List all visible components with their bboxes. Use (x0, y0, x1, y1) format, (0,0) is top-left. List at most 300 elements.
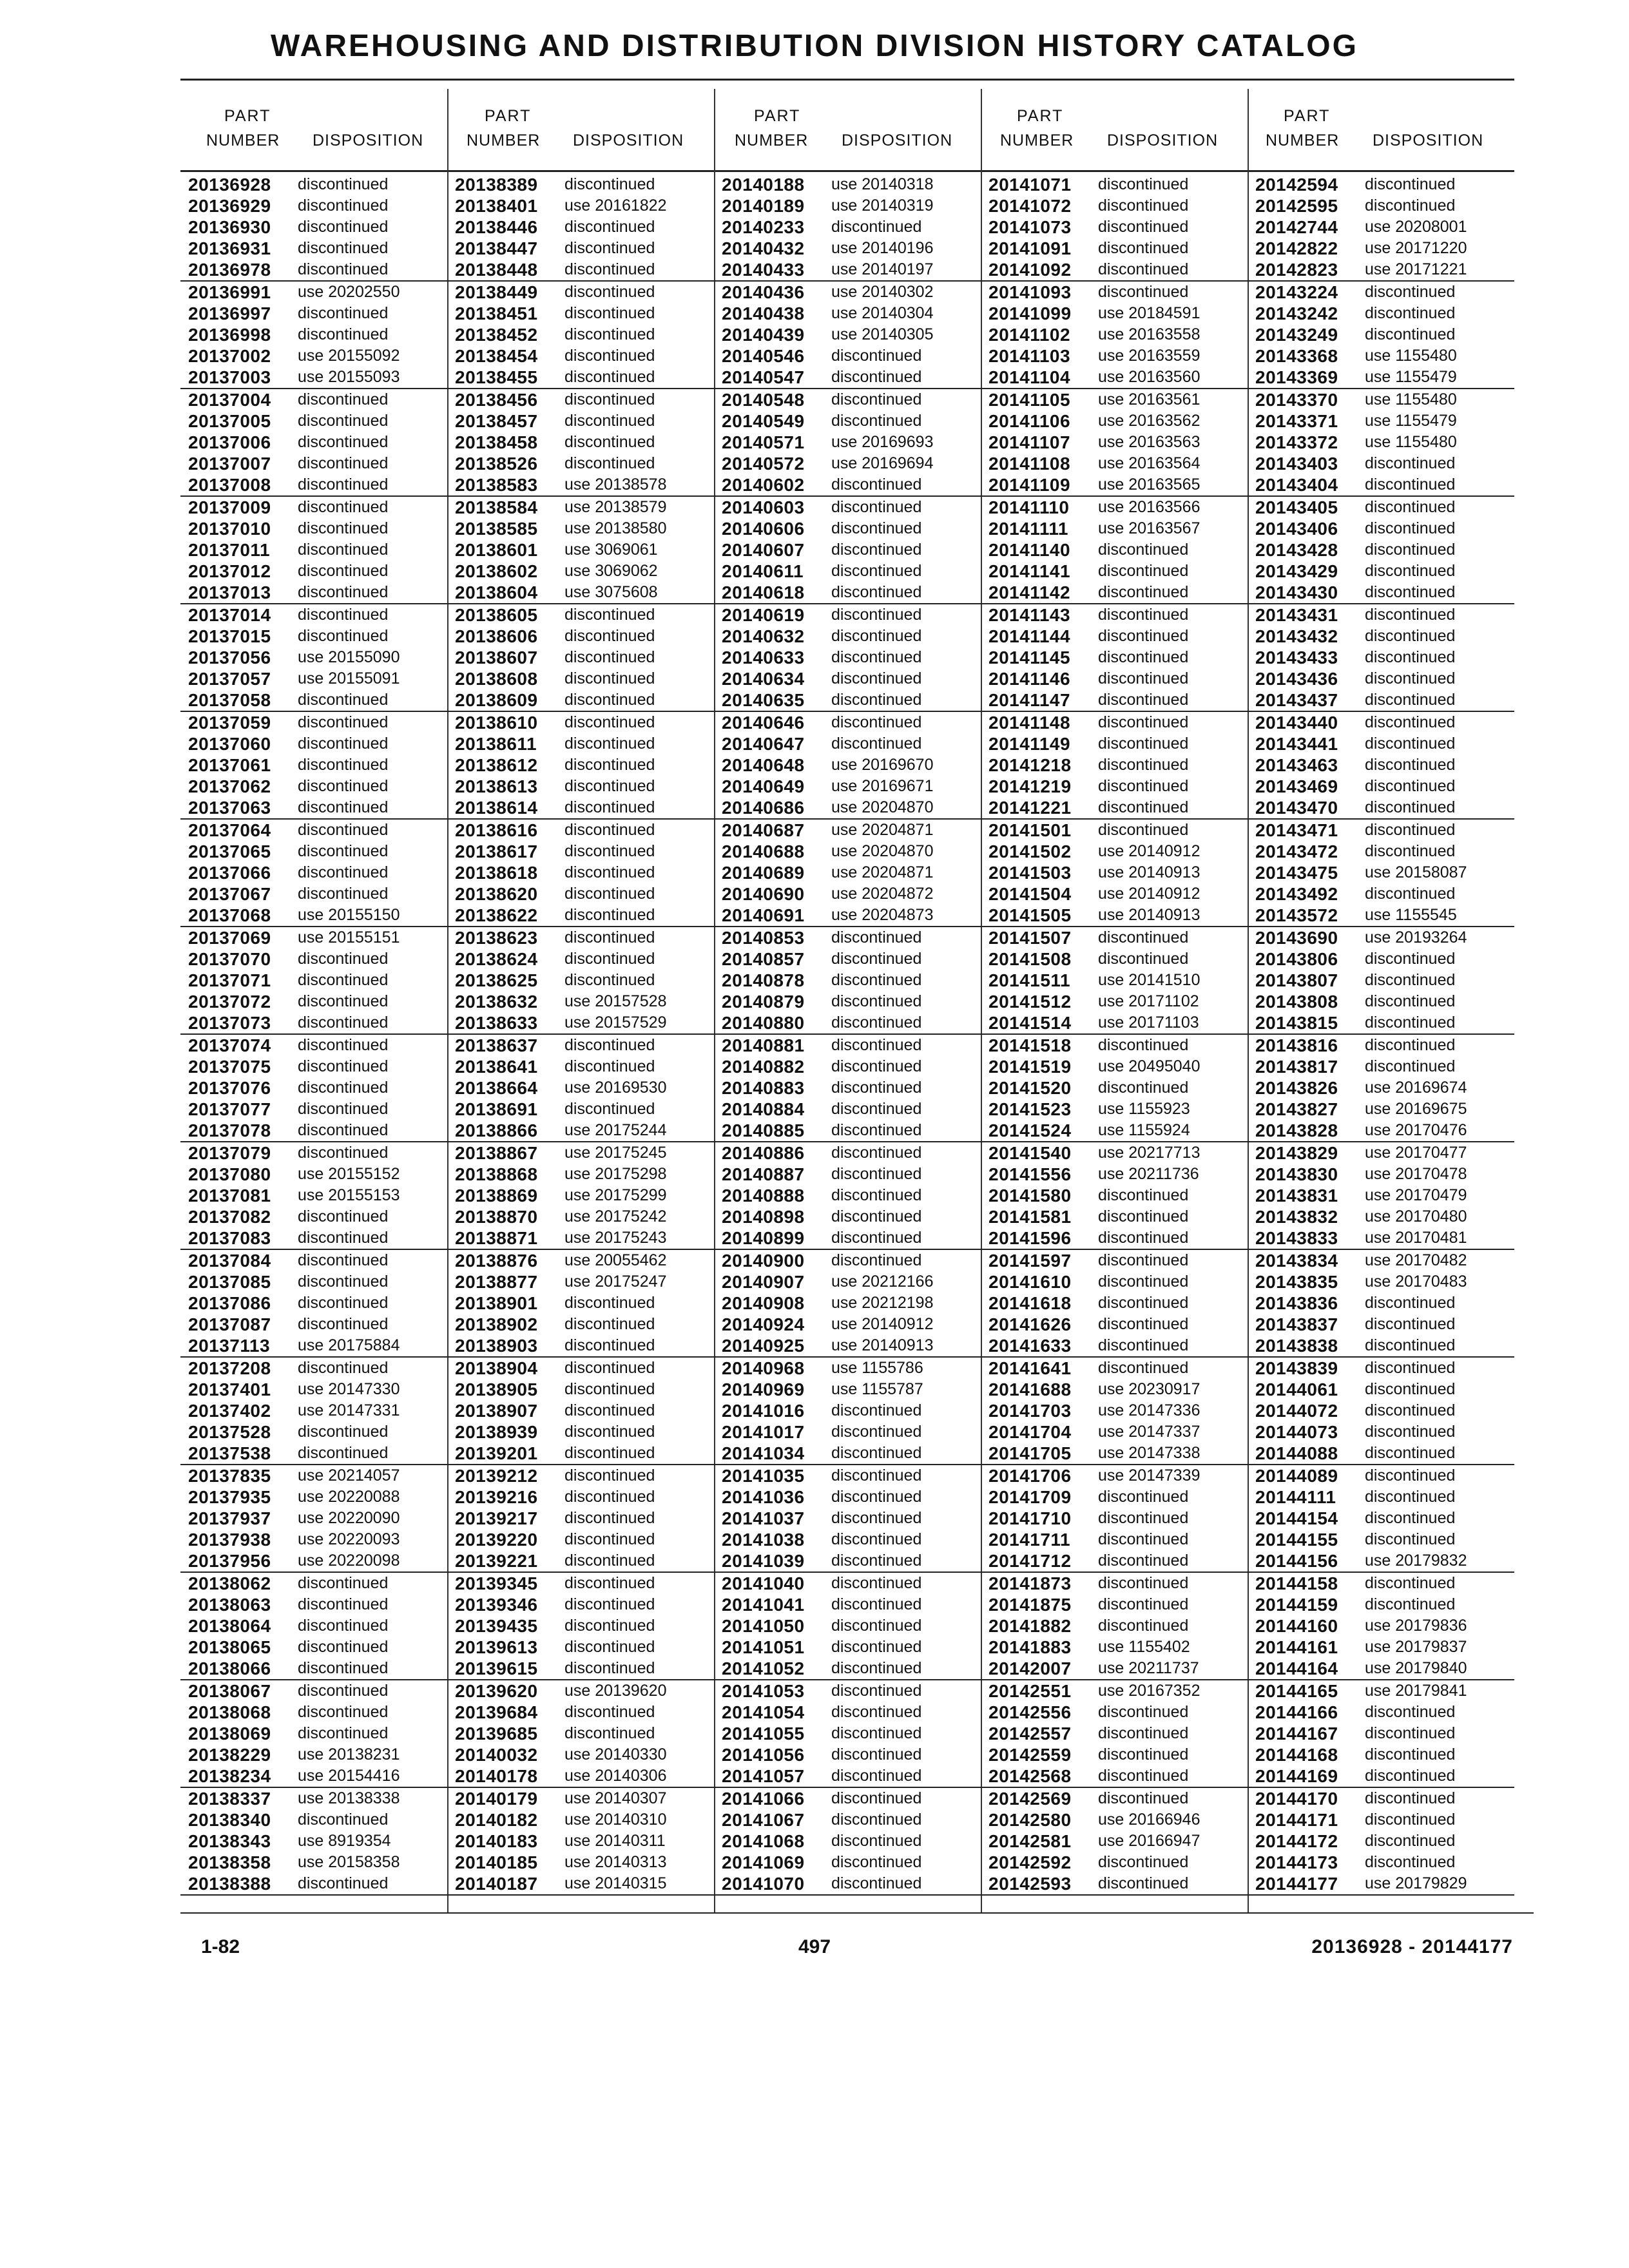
disposition: discontinued (298, 412, 389, 430)
part-number: 20140887 (722, 1164, 805, 1184)
disposition: discontinued (564, 412, 655, 430)
part-number: 20141035 (722, 1466, 805, 1486)
part-number: 20142551 (988, 1681, 1072, 1701)
disposition: discontinued (1098, 756, 1189, 774)
disposition: use 20140913 (1098, 906, 1200, 924)
disposition: discontinued (831, 606, 922, 624)
table-row (447, 647, 714, 668)
table-row (447, 1206, 714, 1227)
header-disposition: DISPOSITION (1373, 131, 1484, 149)
disposition: discontinued (831, 1659, 922, 1677)
disposition: discontinued (298, 1144, 389, 1162)
disposition: use 1155924 (1098, 1121, 1190, 1139)
table-row (714, 1120, 981, 1141)
header-part: PART (754, 107, 801, 125)
disposition: use 1155923 (1098, 1100, 1190, 1118)
table-row (180, 1831, 447, 1852)
part-number: 20141875 (988, 1595, 1072, 1615)
part-number: 20144154 (1255, 1508, 1338, 1528)
disposition: use 20170482 (1365, 1251, 1467, 1269)
disposition: use 20140313 (564, 1853, 667, 1871)
part-number: 20144166 (1255, 1702, 1338, 1722)
disposition: discontinued (1365, 1595, 1456, 1613)
table-row (714, 1358, 981, 1379)
table-row (447, 1615, 714, 1637)
disposition: discontinued (564, 1294, 655, 1312)
part-number: 20141071 (988, 175, 1072, 195)
table-row (981, 216, 1248, 238)
table-row (1248, 1185, 1514, 1206)
part-number: 20141037 (722, 1508, 805, 1528)
table-row (180, 367, 447, 388)
column-headers (180, 89, 1514, 171)
disposition: discontinued (1098, 1617, 1189, 1635)
table-row (1248, 647, 1514, 668)
table-row (1248, 1702, 1514, 1723)
table-row (447, 1400, 714, 1421)
header-number: NUMBER (467, 131, 541, 149)
disposition: discontinued (564, 325, 655, 343)
table-row (714, 1486, 981, 1508)
disposition: use 20147338 (1098, 1444, 1200, 1462)
table-row (180, 1744, 447, 1765)
row-group (714, 497, 981, 604)
disposition: use 20140330 (564, 1745, 667, 1763)
disposition: use 20220098 (298, 1552, 400, 1570)
disposition: discontinued (1365, 1036, 1456, 1054)
disposition: discontinued (831, 669, 922, 687)
header-number: NUMBER (206, 131, 280, 149)
table-row (981, 410, 1248, 432)
table-row (180, 518, 447, 539)
part-number: 20143475 (1255, 863, 1338, 883)
disposition: discontinued (831, 1595, 922, 1613)
table-row (714, 733, 981, 754)
part-number: 20138612 (455, 755, 538, 775)
table-row (1248, 1852, 1514, 1873)
part-number: 20137003 (188, 367, 271, 387)
part-number: 20141055 (722, 1724, 805, 1744)
row-group (981, 820, 1248, 927)
table-row (447, 1314, 714, 1335)
disposition: discontinued (298, 735, 389, 753)
table-row (447, 1637, 714, 1658)
part-number: 20138614 (455, 798, 538, 818)
table-row (180, 389, 447, 410)
disposition: discontinued (1365, 1574, 1456, 1592)
part-number: 20144165 (1255, 1681, 1338, 1701)
disposition: discontinued (831, 519, 922, 537)
part-number: 20138457 (455, 411, 538, 431)
disposition: discontinued (1098, 583, 1189, 601)
table-row (180, 1702, 447, 1723)
part-number: 20138904 (455, 1358, 538, 1378)
part-number: 20140908 (722, 1293, 805, 1313)
row-group (1248, 174, 1514, 282)
table-row (981, 1358, 1248, 1379)
disposition: discontinued (1365, 1359, 1456, 1377)
table-row (714, 582, 981, 603)
row-group (447, 820, 714, 927)
row-group (714, 389, 981, 497)
disposition: discontinued (298, 519, 389, 537)
part-number: 20137005 (188, 411, 271, 431)
part-number: 20137068 (188, 905, 271, 925)
part-number: 20140547 (722, 367, 805, 387)
part-number: 20143831 (1255, 1186, 1338, 1206)
table-row (981, 1573, 1248, 1594)
row-group (1248, 497, 1514, 604)
disposition: discontinued (1365, 627, 1456, 645)
table-row (714, 862, 981, 883)
table-row (714, 1035, 981, 1056)
disposition: discontinued (564, 1315, 655, 1333)
disposition: discontinued (1365, 519, 1456, 537)
disposition: discontinued (298, 1724, 389, 1742)
disposition: discontinued (564, 1574, 655, 1592)
disposition: discontinued (831, 1789, 922, 1807)
table-row (981, 1056, 1248, 1077)
part-number: 20143690 (1255, 928, 1338, 948)
part-number: 20141053 (722, 1681, 805, 1701)
disposition: discontinued (831, 1423, 922, 1441)
part-number: 20142581 (988, 1831, 1072, 1851)
table-row (714, 1723, 981, 1744)
disposition: discontinued (298, 885, 389, 903)
table-row (1248, 712, 1514, 733)
table-row (180, 1873, 447, 1894)
row-group (1248, 1788, 1514, 1896)
table-row (180, 1680, 447, 1702)
table-row (1248, 1465, 1514, 1486)
part-number: 20143437 (1255, 690, 1338, 710)
table-row (447, 776, 714, 797)
disposition: use 20208001 (1365, 218, 1467, 236)
disposition: use 20214057 (298, 1466, 400, 1485)
part-number: 20143371 (1255, 411, 1338, 431)
part-number: 20141641 (988, 1358, 1072, 1378)
part-number: 20143807 (1255, 970, 1338, 990)
part-number: 20143837 (1255, 1314, 1338, 1334)
row-group (180, 1358, 447, 1465)
table-row (1248, 1335, 1514, 1356)
disposition: discontinued (564, 885, 655, 903)
part-number: 20141041 (722, 1595, 805, 1615)
disposition: discontinued (1365, 1466, 1456, 1485)
table-row (1248, 1314, 1514, 1335)
table-row (180, 647, 447, 668)
table-row (1248, 410, 1514, 432)
part-number: 20141105 (988, 390, 1071, 410)
disposition: discontinued (831, 1100, 922, 1118)
disposition: use 20158358 (298, 1853, 400, 1871)
table-row (981, 1142, 1248, 1164)
table-row (714, 1250, 981, 1271)
part-number: 20140886 (722, 1143, 805, 1163)
disposition: discontinued (564, 950, 655, 968)
table-row (447, 1765, 714, 1787)
part-number: 20137835 (188, 1466, 271, 1486)
part-number: 20138606 (455, 626, 538, 646)
part-number: 20140432 (722, 238, 805, 258)
disposition: discontinued (831, 1057, 922, 1075)
part-number: 20140879 (722, 992, 805, 1012)
part-number: 20142595 (1255, 196, 1338, 216)
disposition: discontinued (1098, 606, 1189, 624)
disposition: discontinued (831, 412, 922, 430)
disposition: use 20204870 (831, 842, 934, 860)
disposition: discontinued (1365, 1057, 1456, 1075)
table-row (1248, 1765, 1514, 1787)
disposition: discontinued (1098, 197, 1189, 215)
table-row (180, 1637, 447, 1658)
part-number: 20137064 (188, 820, 271, 840)
disposition: discontinued (298, 197, 389, 215)
column-header-5 (1248, 89, 1514, 171)
table-row (981, 1227, 1248, 1249)
disposition: discontinued (1098, 648, 1189, 666)
table-row (1248, 1744, 1514, 1765)
part-number: 20143432 (1255, 626, 1338, 646)
disposition: discontinued (831, 541, 922, 559)
part-number: 20140878 (722, 970, 805, 990)
row-group (714, 1788, 981, 1896)
disposition: discontinued (1365, 1444, 1456, 1462)
disposition: discontinued (831, 1552, 922, 1570)
table-row (981, 1529, 1248, 1550)
part-number: 20144167 (1255, 1724, 1338, 1744)
table-row (714, 1185, 981, 1206)
part-number: 20141711 (988, 1530, 1071, 1550)
part-number: 20136998 (188, 325, 271, 345)
disposition: discontinued (1365, 691, 1456, 709)
disposition: discontinued (1098, 1703, 1189, 1721)
part-number: 20140898 (722, 1207, 805, 1227)
table-row (714, 1443, 981, 1464)
part-number: 20137938 (188, 1530, 271, 1550)
table-row (180, 1206, 447, 1227)
part-number: 20140632 (722, 626, 805, 646)
part-number: 20141057 (722, 1766, 805, 1786)
part-number: 20140436 (722, 282, 805, 302)
table-row (981, 1164, 1248, 1185)
disposition: use 20220088 (298, 1488, 400, 1506)
table-row (981, 324, 1248, 345)
row-group (1248, 1142, 1514, 1250)
table-row (714, 841, 981, 862)
part-number: 20141507 (988, 928, 1072, 948)
row-group (180, 282, 447, 389)
part-number: 20141102 (988, 325, 1071, 345)
catalog-column-3 (714, 174, 981, 1896)
disposition: discontinued (1098, 1509, 1189, 1527)
disposition: discontinued (564, 1595, 655, 1613)
row-group (1248, 604, 1514, 712)
part-number: 20140185 (455, 1852, 538, 1872)
disposition: discontinued (1365, 1509, 1456, 1527)
disposition: discontinued (298, 476, 389, 494)
disposition: discontinued (1098, 1530, 1189, 1548)
header-disposition: DISPOSITION (842, 131, 953, 149)
disposition: discontinued (564, 627, 655, 645)
part-number: 20138401 (455, 196, 538, 216)
disposition: use 20155150 (298, 906, 400, 924)
disposition: discontinued (564, 1336, 655, 1354)
table-row (180, 1379, 447, 1400)
row-group (447, 1573, 714, 1680)
table-row (180, 776, 447, 797)
part-number: 20137015 (188, 626, 271, 646)
part-number: 20141519 (988, 1057, 1072, 1077)
table-row (981, 1421, 1248, 1443)
disposition: discontinued (1098, 950, 1189, 968)
part-number: 20138902 (455, 1314, 538, 1334)
table-row (714, 174, 981, 195)
disposition: discontinued (298, 842, 389, 860)
part-number: 20141068 (722, 1831, 805, 1851)
part-number: 20138604 (455, 582, 538, 602)
part-number: 20141036 (722, 1487, 805, 1507)
part-number: 20143431 (1255, 605, 1338, 625)
disposition: discontinued (298, 1251, 389, 1269)
part-number: 20143471 (1255, 820, 1338, 840)
disposition: discontinued (1098, 1767, 1189, 1785)
table-row (180, 1573, 447, 1594)
table-row (447, 216, 714, 238)
table-row (1248, 582, 1514, 603)
table-row (714, 259, 981, 280)
disposition: use 3069061 (564, 541, 658, 559)
table-row (981, 927, 1248, 948)
disposition: discontinued (1098, 1745, 1189, 1763)
part-number: 20143816 (1255, 1035, 1338, 1055)
table-row (1248, 1658, 1514, 1679)
table-row (447, 712, 714, 733)
disposition: use 20163562 (1098, 412, 1200, 430)
catalog-column-5 (1248, 174, 1514, 1896)
table-row (180, 1164, 447, 1185)
part-number: 20143834 (1255, 1251, 1338, 1271)
part-number: 20141512 (988, 992, 1072, 1012)
disposition: discontinued (1365, 197, 1456, 215)
part-number: 20141092 (988, 260, 1072, 280)
disposition: discontinued (1365, 1703, 1456, 1721)
table-row (981, 712, 1248, 733)
part-number: 20138939 (455, 1422, 538, 1442)
table-row (180, 1099, 447, 1120)
part-number: 20141066 (722, 1789, 805, 1809)
table-row (180, 324, 447, 345)
part-number: 20138455 (455, 367, 538, 387)
part-number: 20137084 (188, 1251, 271, 1271)
table-row (1248, 797, 1514, 818)
table-row (447, 518, 714, 539)
part-number: 20143828 (1255, 1120, 1338, 1140)
part-number: 20140179 (455, 1789, 538, 1809)
table-row (447, 1723, 714, 1744)
table-row (180, 1658, 447, 1679)
table-row (981, 174, 1248, 195)
part-number: 20140602 (722, 475, 805, 495)
table-row (714, 905, 981, 926)
table-row (714, 1508, 981, 1529)
table-row (981, 1550, 1248, 1571)
column-header-3 (714, 89, 981, 171)
table-row (714, 518, 981, 539)
title-rule (180, 79, 1514, 81)
disposition: discontinued (1098, 283, 1189, 301)
table-row (981, 582, 1248, 603)
disposition: use 20170478 (1365, 1165, 1467, 1183)
table-row (1248, 1293, 1514, 1314)
disposition: use 20138578 (564, 476, 667, 494)
table-row (180, 883, 447, 905)
part-number: 20144061 (1255, 1379, 1338, 1399)
table-row (447, 432, 714, 453)
disposition: use 20138580 (564, 519, 667, 537)
row-group (714, 1250, 981, 1358)
part-number: 20141580 (988, 1186, 1072, 1206)
disposition: discontinued (831, 476, 922, 494)
disposition: discontinued (831, 627, 922, 645)
row-group (1248, 1035, 1514, 1142)
disposition: discontinued (1365, 606, 1456, 624)
table-row (180, 668, 447, 689)
part-number: 20138337 (188, 1789, 271, 1809)
disposition: use 20179840 (1365, 1659, 1467, 1677)
part-number: 20137082 (188, 1207, 271, 1227)
table-row (714, 389, 981, 410)
disposition: discontinued (298, 821, 389, 839)
disposition: discontinued (564, 1509, 655, 1527)
disposition: discontinued (1365, 498, 1456, 516)
table-row (180, 174, 447, 195)
table-row (447, 1809, 714, 1831)
part-number: 20138609 (455, 690, 538, 710)
table-row (1248, 776, 1514, 797)
part-number: 20141054 (722, 1702, 805, 1722)
part-number: 20140549 (722, 411, 805, 431)
disposition: discontinued (1098, 260, 1189, 278)
disposition: use 20140310 (564, 1811, 667, 1829)
disposition: discontinued (298, 218, 389, 236)
part-number: 20144171 (1255, 1810, 1338, 1830)
disposition: discontinued (831, 1444, 922, 1462)
part-number: 20141038 (722, 1530, 805, 1550)
part-number: 20136928 (188, 175, 271, 195)
disposition: discontinued (1365, 304, 1456, 322)
table-row (447, 1508, 714, 1529)
part-number: 20141051 (722, 1637, 805, 1657)
table-row (447, 1788, 714, 1809)
table-row (180, 1550, 447, 1571)
disposition: discontinued (831, 1832, 922, 1850)
table-row (1248, 1056, 1514, 1077)
disposition: use 20211737 (1098, 1659, 1199, 1677)
row-group (180, 174, 447, 282)
part-number: 20143815 (1255, 1013, 1338, 1033)
part-number: 20142557 (988, 1724, 1072, 1744)
disposition: discontinued (831, 713, 922, 731)
table-row (981, 1508, 1248, 1529)
row-group (1248, 712, 1514, 820)
row-group (981, 1465, 1248, 1573)
part-number: 20138062 (188, 1573, 271, 1593)
row-group (180, 389, 447, 497)
row-group (447, 1358, 714, 1465)
part-number: 20143470 (1255, 798, 1338, 818)
table-row (981, 970, 1248, 991)
